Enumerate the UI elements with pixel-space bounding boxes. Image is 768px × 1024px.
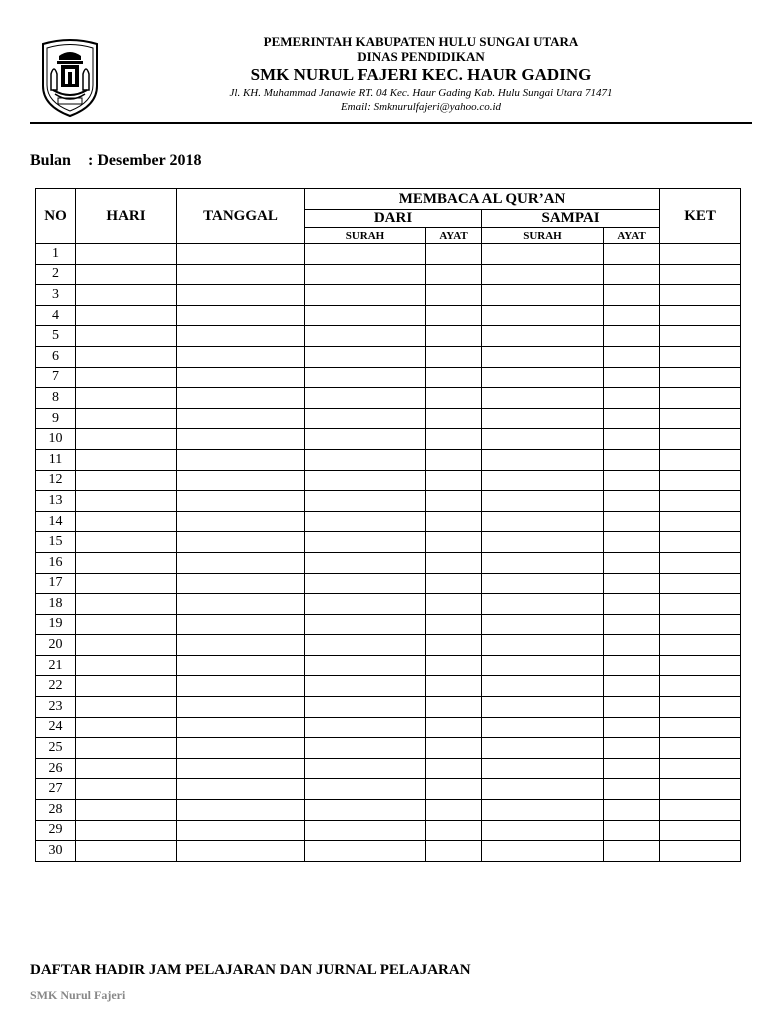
hari-cell[interactable] — [76, 573, 177, 594]
dari-surah-cell[interactable] — [305, 326, 426, 347]
dari-ayat-cell[interactable] — [426, 408, 482, 429]
dari-ayat-cell[interactable] — [426, 285, 482, 306]
header-dari-ayat: AYAT — [426, 228, 482, 244]
row-number: 15 — [36, 532, 76, 553]
dari-surah-cell[interactable] — [305, 841, 426, 862]
ket-cell[interactable] — [660, 346, 741, 367]
dari-surah-cell[interactable] — [305, 779, 426, 800]
row-number: 6 — [36, 346, 76, 367]
row-number: 2 — [36, 264, 76, 285]
letterhead — [30, 30, 752, 124]
row-number: 12 — [36, 470, 76, 491]
sampai-surah-cell[interactable] — [482, 779, 604, 800]
dari-ayat-cell[interactable] — [426, 738, 482, 759]
dari-ayat-cell[interactable] — [426, 717, 482, 738]
table-row — [36, 635, 741, 656]
table-row — [36, 285, 741, 306]
hari-cell[interactable] — [76, 841, 177, 862]
sampai-ayat-cell[interactable] — [604, 594, 660, 615]
dari-surah-cell[interactable] — [305, 346, 426, 367]
header-sampai: SAMPAI — [482, 210, 660, 228]
sampai-surah-cell[interactable] — [482, 326, 604, 347]
dari-surah-cell[interactable] — [305, 594, 426, 615]
sampai-ayat-cell[interactable] — [604, 676, 660, 697]
dari-ayat-cell[interactable] — [426, 305, 482, 326]
hari-cell[interactable] — [76, 697, 177, 718]
header-sampai-ayat: AYAT — [604, 228, 660, 244]
row-number: 26 — [36, 758, 76, 779]
table-body — [36, 244, 741, 862]
table-row — [36, 779, 741, 800]
ket-cell[interactable] — [660, 738, 741, 759]
table-row — [36, 470, 741, 491]
sampai-ayat-cell[interactable] — [604, 264, 660, 285]
ket-cell[interactable] — [660, 841, 741, 862]
sampai-ayat-cell[interactable] — [604, 532, 660, 553]
dari-ayat-cell[interactable] — [426, 655, 482, 676]
hari-cell[interactable] — [76, 717, 177, 738]
sampai-ayat-cell[interactable] — [604, 388, 660, 409]
ket-cell[interactable] — [660, 511, 741, 532]
tanggal-cell[interactable] — [177, 676, 305, 697]
ket-cell[interactable] — [660, 779, 741, 800]
sampai-surah-cell[interactable] — [482, 408, 604, 429]
row-number: 16 — [36, 552, 76, 573]
dari-surah-cell[interactable] — [305, 244, 426, 265]
table-row — [36, 594, 741, 615]
tanggal-cell[interactable] — [177, 429, 305, 450]
sampai-ayat-cell[interactable] — [604, 305, 660, 326]
table-row — [36, 552, 741, 573]
dari-surah-cell[interactable] — [305, 429, 426, 450]
sampai-surah-cell[interactable] — [482, 594, 604, 615]
dari-surah-cell[interactable] — [305, 614, 426, 635]
table-row — [36, 511, 741, 532]
tanggal-cell[interactable] — [177, 800, 305, 821]
hari-cell[interactable] — [76, 367, 177, 388]
dari-surah-cell[interactable] — [305, 820, 426, 841]
row-number: 3 — [36, 285, 76, 306]
tanggal-cell[interactable] — [177, 326, 305, 347]
sampai-ayat-cell[interactable] — [604, 779, 660, 800]
dari-ayat-cell[interactable] — [426, 449, 482, 470]
table-row — [36, 655, 741, 676]
ket-cell[interactable] — [660, 655, 741, 676]
dari-surah-cell[interactable] — [305, 635, 426, 656]
sampai-surah-cell[interactable] — [482, 841, 604, 862]
ket-cell[interactable] — [660, 408, 741, 429]
dari-surah-cell[interactable] — [305, 305, 426, 326]
hari-cell[interactable] — [76, 388, 177, 409]
tanggal-cell[interactable] — [177, 552, 305, 573]
tanggal-cell[interactable] — [177, 491, 305, 512]
row-number: 11 — [36, 449, 76, 470]
tanggal-cell[interactable] — [177, 655, 305, 676]
header-sampai-surah: SURAH — [482, 228, 604, 244]
tanggal-cell[interactable] — [177, 758, 305, 779]
row-number: 28 — [36, 800, 76, 821]
hari-cell[interactable] — [76, 511, 177, 532]
sampai-ayat-cell[interactable] — [604, 470, 660, 491]
dari-ayat-cell[interactable] — [426, 367, 482, 388]
hari-cell[interactable] — [76, 285, 177, 306]
tanggal-cell[interactable] — [177, 388, 305, 409]
table-row — [36, 449, 741, 470]
ket-cell[interactable] — [660, 491, 741, 512]
table-row — [36, 367, 741, 388]
tanggal-cell[interactable] — [177, 511, 305, 532]
tanggal-cell[interactable] — [177, 635, 305, 656]
ket-cell[interactable] — [660, 573, 741, 594]
tanggal-cell[interactable] — [177, 244, 305, 265]
dari-surah-cell[interactable] — [305, 717, 426, 738]
government-name: PEMERINTAH KABUPATEN HULU SUNGAI UTARA — [263, 34, 579, 49]
dari-ayat-cell[interactable] — [426, 573, 482, 594]
tanggal-cell[interactable] — [177, 697, 305, 718]
sampai-surah-cell[interactable] — [482, 244, 604, 265]
row-number: 19 — [36, 614, 76, 635]
row-number: 9 — [36, 408, 76, 429]
sampai-ayat-cell[interactable] — [604, 408, 660, 429]
sampai-ayat-cell[interactable] — [604, 614, 660, 635]
month-line — [30, 152, 201, 170]
table-row — [36, 841, 741, 862]
header-tanggal: TANGGAL — [177, 189, 305, 244]
dari-surah-cell[interactable] — [305, 491, 426, 512]
dari-surah-cell[interactable] — [305, 532, 426, 553]
sampai-surah-cell[interactable] — [482, 738, 604, 759]
ket-cell[interactable] — [660, 635, 741, 656]
table-row — [36, 491, 741, 512]
hari-cell[interactable] — [76, 408, 177, 429]
hari-cell[interactable] — [76, 676, 177, 697]
row-number: 20 — [36, 635, 76, 656]
ket-cell[interactable] — [660, 305, 741, 326]
tanggal-cell[interactable] — [177, 367, 305, 388]
ket-cell[interactable] — [660, 614, 741, 635]
row-number: 21 — [36, 655, 76, 676]
dari-ayat-cell[interactable] — [426, 841, 482, 862]
row-number: 18 — [36, 594, 76, 615]
row-number: 17 — [36, 573, 76, 594]
header-no: NO — [36, 189, 76, 244]
table-row — [36, 697, 741, 718]
sampai-surah-cell[interactable] — [482, 388, 604, 409]
sampai-surah-cell[interactable] — [482, 655, 604, 676]
sampai-surah-cell[interactable] — [482, 346, 604, 367]
ket-cell[interactable] — [660, 532, 741, 553]
sampai-ayat-cell[interactable] — [604, 367, 660, 388]
tanggal-cell[interactable] — [177, 738, 305, 759]
sampai-surah-cell[interactable] — [482, 614, 604, 635]
dari-surah-cell[interactable] — [305, 676, 426, 697]
dari-ayat-cell[interactable] — [426, 346, 482, 367]
sampai-ayat-cell[interactable] — [604, 285, 660, 306]
sampai-ayat-cell[interactable] — [604, 449, 660, 470]
tanggal-cell[interactable] — [177, 614, 305, 635]
sampai-ayat-cell[interactable] — [604, 573, 660, 594]
tanggal-cell[interactable] — [177, 532, 305, 553]
quran-reading-table — [35, 188, 741, 862]
ket-cell[interactable] — [660, 552, 741, 573]
letterhead-divider — [30, 122, 752, 124]
sampai-ayat-cell[interactable] — [604, 738, 660, 759]
dari-ayat-cell[interactable] — [426, 244, 482, 265]
dari-ayat-cell[interactable] — [426, 429, 482, 450]
hari-cell[interactable] — [76, 635, 177, 656]
sampai-ayat-cell[interactable] — [604, 800, 660, 821]
ket-cell[interactable] — [660, 264, 741, 285]
sampai-ayat-cell[interactable] — [604, 635, 660, 656]
row-number: 25 — [36, 738, 76, 759]
ket-cell[interactable] — [660, 676, 741, 697]
hari-cell[interactable] — [76, 820, 177, 841]
table-row — [36, 305, 741, 326]
sampai-ayat-cell[interactable] — [604, 346, 660, 367]
sampai-surah-cell[interactable] — [482, 285, 604, 306]
sampai-surah-cell[interactable] — [482, 511, 604, 532]
row-number: 1 — [36, 244, 76, 265]
ket-cell[interactable] — [660, 758, 741, 779]
ket-cell[interactable] — [660, 285, 741, 306]
dari-surah-cell[interactable] — [305, 800, 426, 821]
ket-cell[interactable] — [660, 244, 741, 265]
hari-cell[interactable] — [76, 305, 177, 326]
dari-surah-cell[interactable] — [305, 738, 426, 759]
ket-cell[interactable] — [660, 470, 741, 491]
hari-cell[interactable] — [76, 449, 177, 470]
row-number: 29 — [36, 820, 76, 841]
hari-cell[interactable] — [76, 594, 177, 615]
sampai-surah-cell[interactable] — [482, 429, 604, 450]
tanggal-cell[interactable] — [177, 305, 305, 326]
tanggal-cell[interactable] — [177, 820, 305, 841]
tanggal-cell[interactable] — [177, 779, 305, 800]
sampai-surah-cell[interactable] — [482, 532, 604, 553]
school-address: Jl. KH. Muhammad Janawie RT. 04 Kec. Haur Gading Kab. Hulu Sungai Utara 71471 — [229, 87, 613, 99]
sampai-surah-cell[interactable] — [482, 367, 604, 388]
header-membaca-al-quran: MEMBACA AL QUR’AN — [305, 189, 660, 210]
row-number: 10 — [36, 429, 76, 450]
tanggal-cell[interactable] — [177, 285, 305, 306]
dari-ayat-cell[interactable] — [426, 635, 482, 656]
hari-cell[interactable] — [76, 491, 177, 512]
hari-cell[interactable] — [76, 655, 177, 676]
sampai-surah-cell[interactable] — [482, 491, 604, 512]
sampai-ayat-cell[interactable] — [604, 552, 660, 573]
table-row — [36, 820, 741, 841]
sampai-ayat-cell[interactable] — [604, 511, 660, 532]
dari-ayat-cell[interactable] — [426, 552, 482, 573]
table-row — [36, 326, 741, 347]
ket-cell[interactable] — [660, 449, 741, 470]
table-row — [36, 758, 741, 779]
sampai-ayat-cell[interactable] — [604, 491, 660, 512]
table-row — [36, 264, 741, 285]
ket-cell[interactable] — [660, 717, 741, 738]
table-row — [36, 614, 741, 635]
sampai-ayat-cell[interactable] — [604, 326, 660, 347]
row-number: 14 — [36, 511, 76, 532]
ket-cell[interactable] — [660, 820, 741, 841]
dari-ayat-cell[interactable] — [426, 779, 482, 800]
row-number: 30 — [36, 841, 76, 862]
sampai-surah-cell[interactable] — [482, 264, 604, 285]
footer-subtitle: SMK Nurul Fajeri — [30, 988, 126, 1002]
header-dari-surah: SURAH — [305, 228, 426, 244]
table-row — [36, 676, 741, 697]
hari-cell[interactable] — [76, 326, 177, 347]
dari-ayat-cell[interactable] — [426, 676, 482, 697]
hari-cell[interactable] — [76, 532, 177, 553]
dari-ayat-cell[interactable] — [426, 758, 482, 779]
table-row — [36, 244, 741, 265]
sampai-ayat-cell[interactable] — [604, 697, 660, 718]
table-row — [36, 738, 741, 759]
dari-surah-cell[interactable] — [305, 285, 426, 306]
table-row — [36, 717, 741, 738]
sampai-surah-cell[interactable] — [482, 449, 604, 470]
sampai-ayat-cell[interactable] — [604, 820, 660, 841]
hari-cell[interactable] — [76, 346, 177, 367]
table-row — [36, 408, 741, 429]
sampai-surah-cell[interactable] — [482, 552, 604, 573]
table-row — [36, 388, 741, 409]
row-number: 22 — [36, 676, 76, 697]
sampai-surah-cell[interactable] — [482, 305, 604, 326]
row-number: 8 — [36, 388, 76, 409]
sampai-ayat-cell[interactable] — [604, 717, 660, 738]
dari-surah-cell[interactable] — [305, 449, 426, 470]
tanggal-cell[interactable] — [177, 408, 305, 429]
row-number: 27 — [36, 779, 76, 800]
dari-ayat-cell[interactable] — [426, 532, 482, 553]
header-hari: HARI — [76, 189, 177, 244]
dari-surah-cell[interactable] — [305, 697, 426, 718]
dari-surah-cell[interactable] — [305, 264, 426, 285]
hari-cell[interactable] — [76, 779, 177, 800]
sampai-surah-cell[interactable] — [482, 697, 604, 718]
sampai-ayat-cell[interactable] — [604, 841, 660, 862]
row-number: 7 — [36, 367, 76, 388]
ket-cell[interactable] — [660, 367, 741, 388]
sampai-surah-cell[interactable] — [482, 800, 604, 821]
sampai-ayat-cell[interactable] — [604, 429, 660, 450]
dari-ayat-cell[interactable] — [426, 264, 482, 285]
tanggal-cell[interactable] — [177, 449, 305, 470]
dari-surah-cell[interactable] — [305, 655, 426, 676]
hari-cell[interactable] — [76, 758, 177, 779]
hari-cell[interactable] — [76, 738, 177, 759]
dari-ayat-cell[interactable] — [426, 594, 482, 615]
row-number: 5 — [36, 326, 76, 347]
school-name: SMK NURUL FAJERI KEC. HAUR GADING — [250, 65, 592, 84]
dari-surah-cell[interactable] — [305, 758, 426, 779]
row-number: 13 — [36, 491, 76, 512]
tanggal-cell[interactable] — [177, 717, 305, 738]
ket-cell[interactable] — [660, 388, 741, 409]
hari-cell[interactable] — [76, 429, 177, 450]
hari-cell[interactable] — [76, 244, 177, 265]
tanggal-cell[interactable] — [177, 573, 305, 594]
table-row — [36, 573, 741, 594]
ket-cell[interactable] — [660, 800, 741, 821]
tanggal-cell[interactable] — [177, 594, 305, 615]
table-row — [36, 429, 741, 450]
footer-title: DAFTAR HADIR JAM PELAJARAN DAN JURNAL PELAJARAN — [30, 962, 471, 978]
sampai-surah-cell[interactable] — [482, 676, 604, 697]
sampai-surah-cell[interactable] — [482, 717, 604, 738]
table-row — [36, 532, 741, 553]
dari-ayat-cell[interactable] — [426, 800, 482, 821]
hari-cell[interactable] — [76, 470, 177, 491]
dari-surah-cell[interactable] — [305, 388, 426, 409]
dari-surah-cell[interactable] — [305, 511, 426, 532]
month-label: Bulan — [30, 152, 71, 169]
sampai-ayat-cell[interactable] — [604, 655, 660, 676]
row-number: 23 — [36, 697, 76, 718]
sampai-surah-cell[interactable] — [482, 820, 604, 841]
dari-ayat-cell[interactable] — [426, 326, 482, 347]
tanggal-cell[interactable] — [177, 841, 305, 862]
row-number: 4 — [36, 305, 76, 326]
dari-surah-cell[interactable] — [305, 408, 426, 429]
header-dari: DARI — [305, 210, 482, 228]
dari-ayat-cell[interactable] — [426, 614, 482, 635]
hari-cell[interactable] — [76, 800, 177, 821]
department-name: DINAS PENDIDIKAN — [357, 49, 485, 64]
month-value: : Desember 2018 — [88, 152, 202, 169]
table-row — [36, 800, 741, 821]
ket-cell[interactable] — [660, 594, 741, 615]
school-email: Email: Smknurulfajeri@yahoo.co.id — [340, 101, 502, 113]
dari-ayat-cell[interactable] — [426, 388, 482, 409]
header-ket: KET — [660, 189, 741, 244]
hari-cell[interactable] — [76, 264, 177, 285]
tanggal-cell[interactable] — [177, 470, 305, 491]
sampai-surah-cell[interactable] — [482, 635, 604, 656]
letterhead-text — [90, 34, 752, 114]
sampai-surah-cell[interactable] — [482, 470, 604, 491]
row-number: 24 — [36, 717, 76, 738]
dari-surah-cell[interactable] — [305, 552, 426, 573]
sampai-ayat-cell[interactable] — [604, 244, 660, 265]
ket-cell[interactable] — [660, 697, 741, 718]
dari-ayat-cell[interactable] — [426, 491, 482, 512]
ket-cell[interactable] — [660, 326, 741, 347]
table-row — [36, 346, 741, 367]
hari-cell[interactable] — [76, 614, 177, 635]
tanggal-cell[interactable] — [177, 346, 305, 367]
dari-ayat-cell[interactable] — [426, 697, 482, 718]
dari-surah-cell[interactable] — [305, 573, 426, 594]
hari-cell[interactable] — [76, 552, 177, 573]
sampai-surah-cell[interactable] — [482, 573, 604, 594]
dari-ayat-cell[interactable] — [426, 470, 482, 491]
ket-cell[interactable] — [660, 429, 741, 450]
tanggal-cell[interactable] — [177, 264, 305, 285]
dari-ayat-cell[interactable] — [426, 820, 482, 841]
dari-surah-cell[interactable] — [305, 470, 426, 491]
sampai-surah-cell[interactable] — [482, 758, 604, 779]
dari-surah-cell[interactable] — [305, 367, 426, 388]
dari-ayat-cell[interactable] — [426, 511, 482, 532]
sampai-ayat-cell[interactable] — [604, 758, 660, 779]
